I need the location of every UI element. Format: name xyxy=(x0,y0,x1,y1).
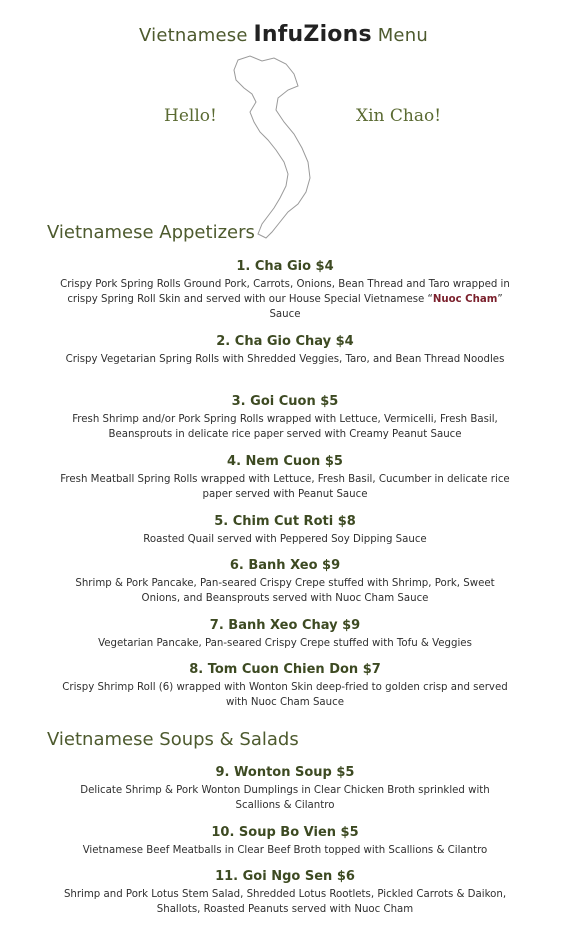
item-description: Shrimp and Pork Lotus Stem Salad, Shredded Lotus Rootlets, Pickled Carrots & Daikon, Shallots, Roasted Peanuts served with Nuoc Cham xyxy=(63,889,507,915)
section-title-soups-salads: Vietnamese Soups & Salads xyxy=(47,729,299,750)
item-description: Crispy Vegetarian Spring Rolls with Shredded Veggies, Taro, and Bean Thread Noodles xyxy=(65,354,505,365)
item-name: 6. Banh Xeo $9 xyxy=(229,558,341,573)
item-description: Crispy Shrimp Roll (6) wrapped with Wonton Skin deep-fried to golden crisp and served with Nuoc Cham Sauce xyxy=(62,682,508,708)
menu-item xyxy=(60,764,510,813)
item-name: 11. Goi Ngo Sen $6 xyxy=(215,869,355,884)
nuoc-cham-highlight: Nuoc Cham xyxy=(432,294,498,305)
item-description: Vegetarian Pancake, Pan-seared Crispy Crepe stuffed with Tofu & Veggies xyxy=(98,638,472,649)
title-prefix: Vietnamese xyxy=(139,25,248,46)
section-title-appetizers: Vietnamese Appetizers xyxy=(47,222,255,243)
menu-title xyxy=(0,22,567,47)
menu-item xyxy=(60,617,510,651)
item-name: 8. Tom Cuon Chien Don $7 xyxy=(189,662,381,677)
item-name: 3. Goi Cuon $5 xyxy=(231,394,339,409)
menu-item xyxy=(60,824,510,858)
title-suffix: Menu xyxy=(377,25,428,46)
item-description: Crispy Pork Spring Rolls Ground Pork, Carrots, Onions, Bean Thread and Taro wrapped in crispy Spring Roll Skin and served with our House Special Vietnamese “Nuoc Cham” Sauce xyxy=(60,279,510,320)
menu-item xyxy=(60,393,510,442)
item-name: 7. Banh Xeo Chay $9 xyxy=(209,618,361,633)
item-name: 5. Chim Cut Roti $8 xyxy=(214,514,356,529)
vietnam-map-icon xyxy=(228,52,338,242)
item-description: Delicate Shrimp & Pork Wonton Dumplings in Clear Chicken Broth sprinkled with Scallions & Cilantro xyxy=(80,785,490,811)
item-name: 9. Wonton Soup $5 xyxy=(215,765,355,780)
brand-name: InfuZions xyxy=(253,22,372,47)
item-name: 10. Soup Bo Vien $5 xyxy=(211,825,359,840)
item-description: Roasted Quail served with Peppered Soy Dipping Sauce xyxy=(143,534,427,545)
item-description: Fresh Meatball Spring Rolls wrapped with Lettuce, Fresh Basil, Cucumber in delicate rice paper served with Peanut Sauce xyxy=(60,474,510,500)
item-name: 1. Cha Gio $4 xyxy=(236,259,334,274)
item-name: 2. Cha Gio Chay $4 xyxy=(216,334,354,349)
menu-item xyxy=(60,258,510,322)
menu-item xyxy=(60,661,510,710)
menu-item xyxy=(60,557,510,606)
menu-item xyxy=(60,453,510,502)
menu-item xyxy=(60,513,510,547)
item-description: Vietnamese Beef Meatballs in Clear Beef Broth topped with Scallions & Cilantro xyxy=(82,845,488,856)
greeting-xin-chao: Xin Chao! xyxy=(356,106,442,126)
item-name: 4. Nem Cuon $5 xyxy=(227,454,343,469)
menu-item xyxy=(60,333,510,367)
item-description: Shrimp & Pork Pancake, Pan-seared Crispy Crepe stuffed with Shrimp, Pork, Sweet Onions, and Beansprouts served with Nuoc Cham Sauce xyxy=(75,578,495,604)
item-description: Fresh Shrimp and/or Pork Spring Rolls wrapped with Lettuce, Vermicelli, Fresh Basil, Beansprouts in delicate rice paper served with Creamy Peanut Sauce xyxy=(72,414,498,440)
greeting-hello: Hello! xyxy=(164,106,217,126)
menu-item xyxy=(60,868,510,917)
